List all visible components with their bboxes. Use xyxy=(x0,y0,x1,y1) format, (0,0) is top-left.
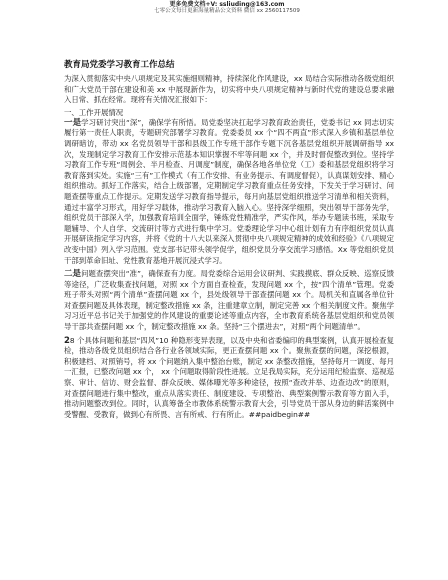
paragraph-text: 学习研讨突出“深”，确保学有所悟。局党委坚决扛起学习教育政治责任，党委书记 xx 同志切实履行第一责任人职责，专题研究部署学习教育。党委委员 xx 个“四不两直”形式深入乡镇和基层单位调研暗访，带动 xx 名党员领导干部和县级工作专班干部作专题下沉各基层党组织开展调研指导 xx 次，发现制定学习教育工作安排示范基本知识掌握不牢等问题 xx 个，并及时督促整改到位。坚持学习教育工作专班“周例会、半月检查、月调度”制度，确保各地各单位党（工）委和基层党组织将学习教育落到实处。实施“三有”工作模式（有工作安排、有业务提示、有调度督促），认真谋划安排、精心组织推动。抓好工作落实，结合上级部署，定期制定学习教育重点任务安排，下发关于学习研讨、问题查摆等重点工作提示。定期发送学习教育指导提示，每月向基层党组织推送学习清单和相关资料，通过丰富学习形式，用好学习载体，推动学习教育入脑入心。坚持深学细照，突出领导干部务先学，组织党员干部深入学，加强教育培训全面学，锤炼党性精准学，严实作风，举办专题读书班，采取专题辅导、个人自学、交流研讨等方式进行集中学习。党委理论学习中心组计划有力有序组织党员认真开展研读指定学习内容，并将《党的十八大以来深入贯彻中央八项规定精神的成效和经验》《八项规定改变中国》列入学习范围。党支部书记带头领学促学，组织党员分享交流学习感悟。Xx 等党组织党员干部到革命旧址、党性教育基地开展沉浸式学习。 xyxy=(64,117,394,265)
paragraph-problems xyxy=(64,269,394,333)
header-description-line: 七零公文每日更新海量精品公文资料 微信 xx 2560117509 xyxy=(154,8,300,14)
document-title: 教育局党委学习教育工作总结 xyxy=(64,60,175,70)
intro-paragraph: 为深入贯彻落实中央八项规定及其实施细则精神，持续深化作风建设，xx 局结合实际推动各级党组织和广大党员干部在建设和美 xx 中展现新作为，切实将中央八项规定精神与新时代党的建设总要求融入日常、抓在经常。现将有关情况汇报如下： xyxy=(64,74,394,105)
header-contact-line: 更多免费文档+V: ssliuding@163.com xyxy=(169,1,285,8)
paragraph-lead: 二是 xyxy=(64,269,82,280)
document-header xyxy=(70,0,384,18)
paragraph-lead: 2 xyxy=(64,335,70,346)
paragraph-text: 问题查摆突出“准”，确保查有力度。局党委综合运用会议研判、实践摸底、群众反映、巡察反馈等途径，广泛收集查找问题，对照 xx 个方面自查检查，发现问题 xx 个，按“四个清单”管理。党委班子带头对照“两个清单”查摆问题 xx 个，县处级领导干部查摆问题 xx 个。局机关和直属各单位针对查摆问题及具体表现，制定整改措施 xx 条，注重建章立制，制定完善 xx 个相关制度文件。聚焦学习习近平总书记关于加强党的作风建设的重要论述等重点内容，全市教育系统各基层党组织和党员领导干部共查摆问题 xx 个，制定整改措施 xx 条。坚持“三个摆进去”，对照“两个问题清单”。 xyxy=(64,269,394,332)
paragraph-study xyxy=(64,118,394,266)
document-body xyxy=(64,59,394,420)
section-heading: 一、工作开展情况 xyxy=(64,107,124,117)
paragraph-rectification xyxy=(64,336,394,421)
paragraph-lead: 一是 xyxy=(64,117,82,128)
paragraph-text: 8 个具体问题和基层“四风”10 种隐形变异表现，以及中央和省委编印的典型案例，认真开展检查复检，推动各级党员组织结合各行业各领域实际，更正查摆问题 xx 个。聚焦查摆的问题，深挖根源，积极建档、对照销号，将 xx 个问题纳入集中整治台账，制定 xx 条整改措施，坚持每月一调度、每月一汇报，已整改问题 xx 个， xx 个问题取得阶段性进展。立足我局实际，充分运用纪检监察、巡视巡察、审计、信访、财会监督、群众反映、媒体曝光等多种途径，按照“查改并举、边查边改”的原则，对查摆问题进行集中整改，重点从落实责任、制度建设、专项整治、典型案例警示教育等方面入手，推动问题整改到位。同时，认真筹备全市教体系统警示教育大会，引导党员干部从身边的鲜活案例中受警醒、受教育，做到心有所畏、言有所戒、行有所止。##paidbegin## xyxy=(64,335,394,419)
